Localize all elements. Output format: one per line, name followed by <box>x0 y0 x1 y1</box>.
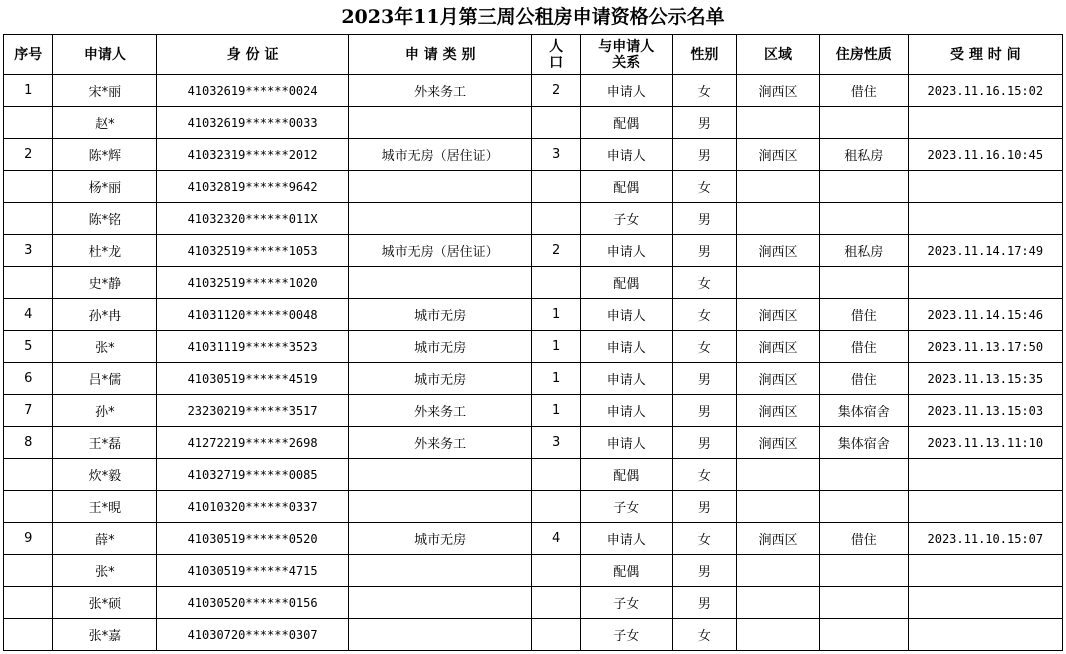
cell-gender: 男 <box>672 491 737 523</box>
cell-people <box>532 171 580 203</box>
cell-applicant: 陈*辉 <box>53 139 157 171</box>
cell-people: 1 <box>532 363 580 395</box>
cell-seq <box>4 587 53 619</box>
applicant-table <box>3 34 1063 651</box>
cell-id-number: 41272219******2698 <box>157 427 349 459</box>
cell-housing <box>819 267 908 299</box>
cell-category: 外来务工 <box>348 75 532 107</box>
cell-applicant: 张* <box>53 331 157 363</box>
cell-seq: 7 <box>4 395 53 427</box>
cell-category <box>348 459 532 491</box>
cell-time: 2023.11.10.15:07 <box>908 523 1062 555</box>
table-row <box>4 395 1063 427</box>
cell-gender: 男 <box>672 427 737 459</box>
table-row <box>4 299 1063 331</box>
cell-gender: 男 <box>672 587 737 619</box>
cell-category: 城市无房 <box>348 523 532 555</box>
cell-district: 涧西区 <box>737 363 820 395</box>
cell-gender: 男 <box>672 395 737 427</box>
cell-seq <box>4 203 53 235</box>
cell-seq <box>4 555 53 587</box>
cell-people: 1 <box>532 331 580 363</box>
cell-category: 城市无房 <box>348 363 532 395</box>
cell-people: 2 <box>532 235 580 267</box>
cell-applicant: 陈*铭 <box>53 203 157 235</box>
cell-district <box>737 107 820 139</box>
cell-time <box>908 171 1062 203</box>
cell-housing <box>819 171 908 203</box>
cell-housing <box>819 203 908 235</box>
cell-gender: 男 <box>672 235 737 267</box>
cell-id-number: 41032619******0024 <box>157 75 349 107</box>
cell-district <box>737 203 820 235</box>
cell-id-number: 41032619******0033 <box>157 107 349 139</box>
cell-district: 涧西区 <box>737 299 820 331</box>
cell-housing: 集体宿舍 <box>819 395 908 427</box>
cell-id-number: 41031120******0048 <box>157 299 349 331</box>
cell-district: 涧西区 <box>737 235 820 267</box>
table-row <box>4 235 1063 267</box>
cell-seq <box>4 459 53 491</box>
cell-district: 涧西区 <box>737 523 820 555</box>
cell-people: 3 <box>532 139 580 171</box>
table-row <box>4 203 1063 235</box>
cell-gender: 男 <box>672 203 737 235</box>
cell-housing: 集体宿舍 <box>819 427 908 459</box>
cell-id-number: 23230219******3517 <box>157 395 349 427</box>
cell-seq: 9 <box>4 523 53 555</box>
cell-gender: 女 <box>672 459 737 491</box>
cell-relation: 申请人 <box>580 331 672 363</box>
cell-category <box>348 491 532 523</box>
cell-id-number: 41030520******0156 <box>157 587 349 619</box>
cell-gender: 男 <box>672 139 737 171</box>
table-body <box>4 75 1063 651</box>
cell-people: 1 <box>532 299 580 331</box>
cell-time <box>908 267 1062 299</box>
cell-applicant: 张*嘉 <box>53 619 157 651</box>
table-row <box>4 491 1063 523</box>
cell-id-number: 41032320******011X <box>157 203 349 235</box>
cell-housing: 借住 <box>819 75 908 107</box>
table-row <box>4 363 1063 395</box>
cell-gender: 女 <box>672 619 737 651</box>
cell-category <box>348 555 532 587</box>
cell-time: 2023.11.13.17:50 <box>908 331 1062 363</box>
cell-relation: 配偶 <box>580 459 672 491</box>
cell-housing <box>819 459 908 491</box>
cell-relation: 子女 <box>580 587 672 619</box>
cell-housing <box>819 107 908 139</box>
cell-housing <box>819 619 908 651</box>
cell-id-number: 41030519******4519 <box>157 363 349 395</box>
cell-people <box>532 459 580 491</box>
cell-district: 涧西区 <box>737 75 820 107</box>
cell-district <box>737 619 820 651</box>
cell-relation: 配偶 <box>580 171 672 203</box>
cell-relation: 申请人 <box>580 363 672 395</box>
cell-id-number: 41032519******1053 <box>157 235 349 267</box>
cell-id-number: 41030519******0520 <box>157 523 349 555</box>
cell-seq: 6 <box>4 363 53 395</box>
cell-housing <box>819 491 908 523</box>
cell-relation: 子女 <box>580 619 672 651</box>
cell-seq <box>4 171 53 203</box>
cell-category <box>348 107 532 139</box>
cell-relation: 申请人 <box>580 235 672 267</box>
cell-category: 外来务工 <box>348 427 532 459</box>
table-row <box>4 171 1063 203</box>
cell-id-number: 41010320******0337 <box>157 491 349 523</box>
cell-seq: 2 <box>4 139 53 171</box>
cell-seq: 5 <box>4 331 53 363</box>
cell-housing: 借住 <box>819 523 908 555</box>
header-time: 受 理 时 间 <box>908 35 1062 75</box>
cell-id-number: 41030519******4715 <box>157 555 349 587</box>
cell-applicant: 杨*丽 <box>53 171 157 203</box>
table-row <box>4 619 1063 651</box>
cell-category <box>348 267 532 299</box>
cell-category: 城市无房 <box>348 331 532 363</box>
cell-seq: 3 <box>4 235 53 267</box>
cell-time <box>908 203 1062 235</box>
cell-relation: 申请人 <box>580 395 672 427</box>
cell-relation: 配偶 <box>580 555 672 587</box>
header-row <box>4 35 1063 75</box>
header-applicant: 申请人 <box>53 35 157 75</box>
cell-people: 4 <box>532 523 580 555</box>
cell-people <box>532 555 580 587</box>
cell-time <box>908 459 1062 491</box>
table-row <box>4 75 1063 107</box>
cell-relation: 子女 <box>580 491 672 523</box>
cell-district: 涧西区 <box>737 139 820 171</box>
cell-id-number: 41032519******1020 <box>157 267 349 299</box>
cell-seq: 4 <box>4 299 53 331</box>
header-district: 区域 <box>737 35 820 75</box>
cell-time: 2023.11.16.15:02 <box>908 75 1062 107</box>
cell-gender: 男 <box>672 555 737 587</box>
cell-district <box>737 171 820 203</box>
cell-relation: 配偶 <box>580 107 672 139</box>
cell-housing: 借住 <box>819 331 908 363</box>
cell-people <box>532 491 580 523</box>
table-row <box>4 267 1063 299</box>
cell-time <box>908 555 1062 587</box>
cell-applicant: 史*静 <box>53 267 157 299</box>
cell-id-number: 41032719******0085 <box>157 459 349 491</box>
cell-category: 外来务工 <box>348 395 532 427</box>
header-category: 申 请 类 别 <box>348 35 532 75</box>
cell-gender: 女 <box>672 331 737 363</box>
cell-applicant: 赵* <box>53 107 157 139</box>
cell-district: 涧西区 <box>737 331 820 363</box>
cell-time: 2023.11.14.17:49 <box>908 235 1062 267</box>
cell-people <box>532 203 580 235</box>
cell-time <box>908 587 1062 619</box>
cell-seq <box>4 491 53 523</box>
cell-people: 1 <box>532 395 580 427</box>
header-housing: 住房性质 <box>819 35 908 75</box>
cell-category <box>348 619 532 651</box>
cell-district <box>737 459 820 491</box>
header-gender: 性别 <box>672 35 737 75</box>
cell-people <box>532 587 580 619</box>
table-row <box>4 523 1063 555</box>
cell-relation: 申请人 <box>580 299 672 331</box>
cell-district <box>737 587 820 619</box>
cell-applicant: 杜*龙 <box>53 235 157 267</box>
cell-category <box>348 203 532 235</box>
cell-category <box>348 171 532 203</box>
cell-id-number: 41032819******9642 <box>157 171 349 203</box>
cell-category: 城市无房 <box>348 299 532 331</box>
cell-gender: 男 <box>672 107 737 139</box>
table-row <box>4 107 1063 139</box>
cell-people: 3 <box>532 427 580 459</box>
cell-people <box>532 107 580 139</box>
cell-gender: 女 <box>672 75 737 107</box>
cell-seq <box>4 107 53 139</box>
cell-seq <box>4 619 53 651</box>
cell-category <box>348 587 532 619</box>
cell-time <box>908 491 1062 523</box>
cell-category: 城市无房（居住证） <box>348 139 532 171</box>
header-id-number: 身 份 证 <box>157 35 349 75</box>
cell-district: 涧西区 <box>737 427 820 459</box>
cell-seq: 8 <box>4 427 53 459</box>
cell-housing: 租私房 <box>819 139 908 171</box>
cell-time <box>908 619 1062 651</box>
cell-relation: 配偶 <box>580 267 672 299</box>
cell-time: 2023.11.14.15:46 <box>908 299 1062 331</box>
table-row <box>4 459 1063 491</box>
cell-district: 涧西区 <box>737 395 820 427</box>
cell-housing <box>819 555 908 587</box>
cell-category: 城市无房（居住证） <box>348 235 532 267</box>
cell-people: 2 <box>532 75 580 107</box>
cell-people <box>532 267 580 299</box>
cell-time: 2023.11.13.15:35 <box>908 363 1062 395</box>
cell-relation: 申请人 <box>580 523 672 555</box>
cell-seq: 1 <box>4 75 53 107</box>
cell-time <box>908 107 1062 139</box>
cell-applicant: 宋*丽 <box>53 75 157 107</box>
cell-id-number: 41032319******2012 <box>157 139 349 171</box>
table-row <box>4 427 1063 459</box>
table-row <box>4 587 1063 619</box>
cell-applicant: 张* <box>53 555 157 587</box>
cell-housing: 租私房 <box>819 235 908 267</box>
cell-district <box>737 491 820 523</box>
header-relation: 与申请人关系 <box>580 35 672 75</box>
cell-gender: 女 <box>672 523 737 555</box>
cell-people <box>532 619 580 651</box>
cell-time: 2023.11.16.10:45 <box>908 139 1062 171</box>
cell-applicant: 炊*毅 <box>53 459 157 491</box>
cell-id-number: 41030720******0307 <box>157 619 349 651</box>
table-row <box>4 331 1063 363</box>
cell-housing: 借住 <box>819 363 908 395</box>
table-row <box>4 555 1063 587</box>
cell-gender: 男 <box>672 363 737 395</box>
cell-applicant: 张*硕 <box>53 587 157 619</box>
cell-district <box>737 555 820 587</box>
cell-relation: 子女 <box>580 203 672 235</box>
cell-housing <box>819 587 908 619</box>
cell-relation: 申请人 <box>580 427 672 459</box>
cell-applicant: 王*晛 <box>53 491 157 523</box>
header-seq: 序号 <box>4 35 53 75</box>
cell-gender: 女 <box>672 299 737 331</box>
header-people: 人口 <box>532 35 580 75</box>
table-row <box>4 139 1063 171</box>
page-title: 2023年11月第三周公租房申请资格公示名单 <box>341 6 725 28</box>
cell-gender: 女 <box>672 171 737 203</box>
cell-seq <box>4 267 53 299</box>
cell-applicant: 王*磊 <box>53 427 157 459</box>
cell-gender: 女 <box>672 267 737 299</box>
cell-id-number: 41031119******3523 <box>157 331 349 363</box>
cell-applicant: 孙*冉 <box>53 299 157 331</box>
cell-time: 2023.11.13.11:10 <box>908 427 1062 459</box>
cell-applicant: 吕*儒 <box>53 363 157 395</box>
cell-applicant: 孙* <box>53 395 157 427</box>
cell-relation: 申请人 <box>580 139 672 171</box>
cell-housing: 借住 <box>819 299 908 331</box>
cell-applicant: 薛* <box>53 523 157 555</box>
cell-time: 2023.11.13.15:03 <box>908 395 1062 427</box>
cell-district <box>737 267 820 299</box>
cell-relation: 申请人 <box>580 75 672 107</box>
